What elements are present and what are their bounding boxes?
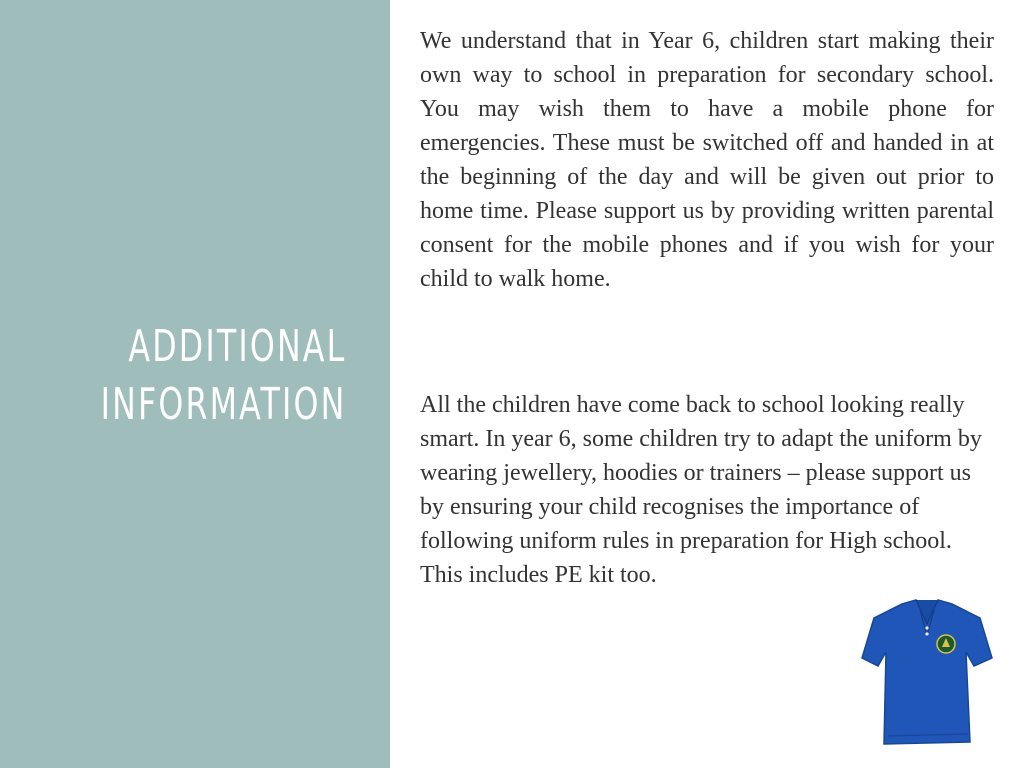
title-line-2: INFORMATION xyxy=(100,379,346,430)
uniform-paragraph: All the children have come back to school looking really smart. In year 6, some children try to adapt the uniform by wearing jewellery, hoodies or trainers – please support us by ensuring your child recognises the importance of following uniform rules in preparation for High school. This includes PE kit too. xyxy=(420,392,982,588)
mobile-phone-paragraph: We understand that in Year 6, children start making their own way to school in preparation for secondary school. You may wish them to have a mobile phone for emergencies. These must be switched off and handed in at the beginning of the day and will be given out prior to home time. Please support us by providing written parental consent for the mobile phones and if you wish for your child to walk home. xyxy=(420,28,994,292)
slide-title xyxy=(100,318,346,434)
polo-shirt-icon xyxy=(858,596,996,748)
title-panel xyxy=(0,0,390,768)
title-line-1: ADDITIONAL xyxy=(127,321,346,372)
